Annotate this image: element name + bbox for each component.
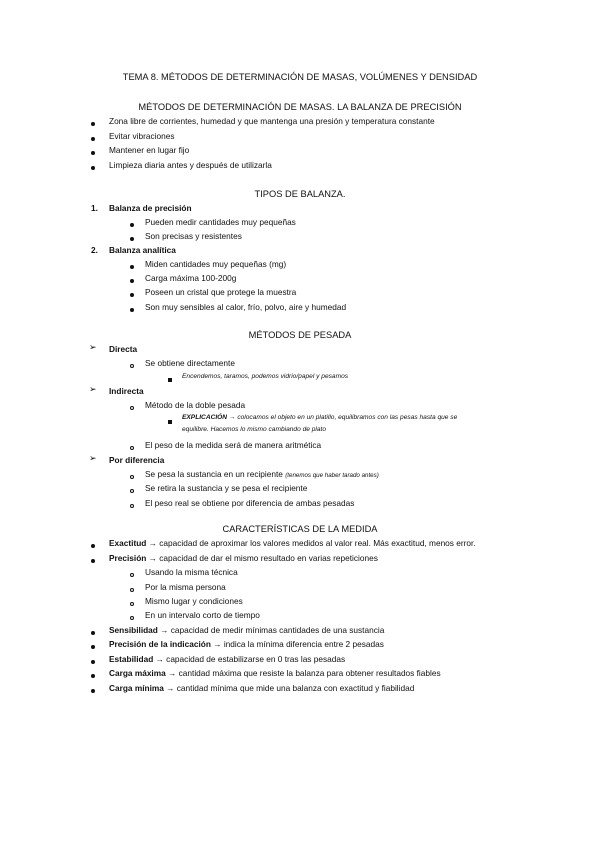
- bullet-square-icon: [168, 375, 172, 384]
- method-name: Por diferencia: [109, 455, 165, 465]
- bullet-dot-icon: [130, 262, 134, 271]
- section-title-caracteristicas: CARACTERÍSTICAS DE LA MEDIDA: [222, 524, 378, 534]
- bullet-ring-icon: [130, 501, 134, 510]
- definition-item: [109, 683, 414, 693]
- definition-text: → cantidad mínima que mide una balanza con exactitud y fiabilidad: [163, 683, 415, 693]
- bullet-dot-icon: [91, 628, 95, 637]
- list-item: Limpieza diaria antes y después de utilizarla: [109, 160, 272, 170]
- explanation-text: → colocamos el objeto en un platillo, equilibramos con las pesas hasta que se: [227, 414, 458, 421]
- list-item: Método de la doble pesada: [145, 400, 246, 410]
- list-number: 2.: [91, 245, 98, 255]
- bullet-ring-icon: [130, 472, 134, 481]
- list-item: Usando la misma técnica: [145, 567, 238, 577]
- explanation-continuation: equilibre. Hacemos lo mismo cambiando de plato: [182, 426, 327, 433]
- definition-item: [109, 654, 345, 664]
- section-title-balanza-precision: MÉTODOS DE DETERMINACIÓN DE MASAS. LA BALANZA DE PRECISIÓN: [138, 102, 462, 112]
- bullet-dot-icon: [130, 305, 134, 314]
- balanza-type-name: Balanza de precisión: [109, 203, 192, 213]
- definition-term: Precisión de la indicación: [109, 639, 211, 649]
- bullet-dot-icon: [91, 642, 95, 651]
- definition-text: → indica la mínima diferencia entre 2 pesadas: [210, 639, 384, 649]
- list-item: Mismo lugar y condiciones: [145, 596, 243, 606]
- list-item: En un intervalo corto de tiempo: [145, 610, 260, 620]
- list-item: Mantener en lugar fijo: [109, 145, 190, 155]
- bullet-dot-icon: [130, 290, 134, 299]
- list-subitem: Encendemos, taramos, podemos vidrio/papel y pesamos: [182, 373, 349, 380]
- list-item: Pueden medir cantidades muy pequeñas: [145, 217, 296, 227]
- list-item: Carga máxima 100-200g: [145, 273, 237, 283]
- definition-item: [109, 639, 384, 649]
- bullet-dot-icon: [91, 134, 95, 143]
- bullet-dot-icon: [91, 541, 95, 550]
- bullet-ring-icon: [130, 613, 134, 622]
- bullet-ring-icon: [130, 361, 134, 370]
- definition-text: → capacidad de estabilizarse en 0 tras las pesadas: [153, 654, 346, 664]
- definition-item: [109, 668, 441, 678]
- section-title-metodos-pesada: MÉTODOS DE PESADA: [248, 330, 352, 340]
- section-title-tipos-balanza: TIPOS DE BALANZA.: [254, 189, 346, 199]
- bullet-dot-icon: [91, 148, 95, 157]
- list-item: Son precisas y resistentes: [145, 231, 242, 241]
- definition-term: Carga máxima: [109, 668, 166, 678]
- definition-text: → capacidad de dar el mismo resultado en varias repeticiones: [146, 553, 378, 563]
- arrow-bullet-icon: ➢: [89, 384, 97, 394]
- definition-text: → capacidad de aproximar los valores medidos al valor real. Más exactitud, menos error.: [146, 538, 476, 548]
- list-item: Se obtiene directamente: [145, 358, 235, 368]
- list-number: 1.: [91, 203, 98, 213]
- list-item: Se retira la sustancia y se pesa el recipiente: [145, 483, 308, 493]
- bullet-dot-icon: [91, 671, 95, 680]
- definition-text: → capacidad de medir mínimas cantidades de una sustancia: [157, 625, 385, 635]
- definition-term: Precisión: [109, 553, 147, 563]
- list-item: Zona libre de corrientes, humedad y que mantenga una presión y temperatura constante: [109, 116, 435, 126]
- definition-item: [109, 553, 378, 563]
- bullet-dot-icon: [91, 119, 95, 128]
- list-item-note: (tenemos que haber tarado antes): [285, 472, 379, 479]
- bullet-ring-icon: [130, 599, 134, 608]
- bullet-dot-icon: [91, 163, 95, 172]
- definition-item: [109, 538, 476, 548]
- balanza-type-name: Balanza analítica: [109, 245, 176, 255]
- bullet-ring-icon: [130, 443, 134, 452]
- arrow-bullet-icon: ➢: [89, 453, 97, 463]
- list-item: [145, 469, 379, 479]
- list-item: El peso real se obtiene por diferencia de ambas pesadas: [145, 498, 355, 508]
- arrow-bullet-icon: ➢: [89, 342, 97, 352]
- definition-text: → cantidad máxima que resiste la balanza para obtener resultados fiables: [165, 668, 441, 678]
- bullet-square-icon: [168, 417, 172, 426]
- method-name: Directa: [109, 344, 138, 354]
- bullet-ring-icon: [130, 570, 134, 579]
- definition-term: Estabilidad: [109, 654, 154, 664]
- bullet-dot-icon: [130, 234, 134, 243]
- definition-term: Carga mínima: [109, 683, 164, 693]
- list-item: Poseen un cristal que protege la muestra: [145, 287, 297, 297]
- list-item: Miden cantidades muy pequeñas (mg): [145, 259, 287, 269]
- bullet-ring-icon: [130, 486, 134, 495]
- explanation-line: [182, 414, 457, 421]
- bullet-dot-icon: [130, 220, 134, 229]
- bullet-dot-icon: [91, 657, 95, 666]
- list-item: Por la misma persona: [145, 582, 226, 592]
- list-item: Evitar vibraciones: [109, 131, 175, 141]
- definition-item: [109, 625, 384, 635]
- list-item: El peso de la medida será de manera aritmética: [145, 440, 322, 450]
- definition-term: Sensibilidad: [109, 625, 158, 635]
- bullet-ring-icon: [130, 585, 134, 594]
- bullet-dot-icon: [91, 556, 95, 565]
- explanation-label: EXPLICACIÓN: [182, 414, 228, 421]
- bullet-dot-icon: [130, 276, 134, 285]
- bullet-ring-icon: [130, 403, 134, 412]
- list-item-text: Se pesa la sustancia en un recipiente: [145, 469, 286, 479]
- bullet-dot-icon: [91, 686, 95, 695]
- definition-term: Exactitud: [109, 538, 147, 548]
- method-name: Indirecta: [109, 386, 144, 396]
- list-item: Son muy sensibles al calor, frío, polvo, aire y humedad: [145, 302, 347, 312]
- document-title: TEMA 8. MÉTODOS DE DETERMINACIÓN DE MASAS, VOLÚMENES Y DENSIDAD: [122, 72, 478, 82]
